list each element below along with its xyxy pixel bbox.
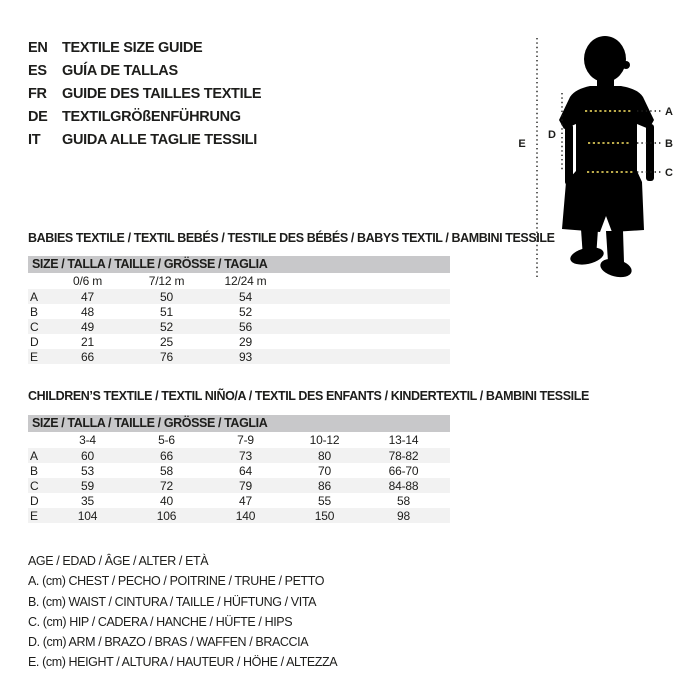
table-row-e	[28, 508, 450, 523]
language-code: EN	[28, 39, 48, 56]
language-code: IT	[28, 131, 41, 148]
language-code: ES	[28, 62, 47, 79]
table-cell: 55	[318, 493, 331, 508]
table-cell: 51	[160, 304, 173, 319]
table-cell: 58	[397, 493, 410, 508]
language-row-es	[28, 59, 261, 82]
figure-label-e: E	[518, 138, 526, 150]
table-cell: 104	[77, 508, 98, 523]
babies-column-header-row	[28, 273, 450, 289]
row-label: A	[30, 289, 38, 304]
measurement-legend	[28, 551, 337, 673]
table-cell: 86	[318, 478, 331, 493]
table-cell: 79	[239, 478, 252, 493]
row-label: C	[30, 319, 39, 334]
table-cell: 66	[81, 349, 94, 364]
row-label: A	[30, 448, 38, 463]
language-row-de	[28, 105, 261, 128]
figure-label-a: A	[665, 106, 673, 118]
row-label: E	[30, 349, 38, 364]
babies-size-table	[28, 256, 450, 364]
table-cell: 73	[239, 448, 252, 463]
row-label: B	[30, 463, 38, 478]
row-label: E	[30, 508, 38, 523]
children-table-header-bar: SIZE / TALLA / TAILLE / GRÖSSE / TAGLIA	[28, 415, 450, 432]
table-row-c	[28, 319, 450, 334]
language-title: TEXTILGRÖßENFÜHRUNG	[62, 108, 241, 125]
table-cell: 60	[81, 448, 94, 463]
table-cell: 35	[81, 493, 94, 508]
table-cell: 48	[81, 304, 94, 319]
children-size-table	[28, 415, 450, 523]
table-cell: 78-82	[388, 448, 419, 463]
table-cell: 72	[160, 478, 173, 493]
table-row-b	[28, 463, 450, 478]
row-label: D	[30, 334, 39, 349]
table-cell: 56	[239, 319, 252, 334]
table-cell: 53	[81, 463, 94, 478]
legend-height: E. (cm) HEIGHT / ALTURA / HAUTEUR / HÖHE / ALTEZZA	[28, 655, 338, 670]
column-header: 7-9	[237, 433, 254, 447]
language-title: GUIDA ALLE TAGLIE TESSILI	[62, 131, 257, 148]
legend-waist: B. (cm) WAIST / CINTURA / TAILLE / HÜFTUNG / VITA	[28, 594, 317, 609]
column-header: 3-4	[79, 433, 96, 447]
language-title: GUÍA DE TALLAS	[62, 62, 178, 79]
legend-hip: C. (cm) HIP / CADERA / HANCHE / HÜFTE / HIPS	[28, 614, 293, 629]
language-row-fr	[28, 82, 261, 105]
column-header: 7/12 m	[148, 274, 185, 288]
column-header: 0/6 m	[72, 274, 102, 288]
language-row-en	[28, 36, 261, 59]
table-cell: 40	[160, 493, 173, 508]
table-cell: 106	[156, 508, 177, 523]
table-cell: 59	[81, 478, 94, 493]
table-row-d	[28, 334, 450, 349]
table-cell: 49	[81, 319, 94, 334]
table-cell: 54	[239, 289, 252, 304]
row-label: B	[30, 304, 38, 319]
table-cell: 58	[160, 463, 173, 478]
table-cell: 70	[318, 463, 331, 478]
column-header: 10-12	[309, 433, 340, 447]
babies-section-title: BABIES TEXTILE / TEXTIL BEBÉS / TESTILE DES BÉBÉS / BABYS TEXTIL / BAMBINI TESSILE	[28, 231, 555, 245]
column-header: 13-14	[388, 433, 419, 447]
table-cell: 66	[160, 448, 173, 463]
figure-label-d: D	[548, 129, 556, 141]
table-row-c	[28, 478, 450, 493]
language-code: DE	[28, 108, 48, 125]
children-column-header-row	[28, 432, 450, 448]
table-cell: 80	[318, 448, 331, 463]
table-cell: 47	[239, 493, 252, 508]
legend-chest: A. (cm) CHEST / PECHO / POITRINE / TRUHE / PETTO	[28, 574, 325, 589]
row-label: C	[30, 478, 39, 493]
column-header: 12/24 m	[224, 274, 267, 288]
legend-arm: D. (cm) ARM / BRAZO / BRAS / WAFFEN / BRACCIA	[28, 635, 309, 650]
table-cell: 64	[239, 463, 252, 478]
table-row-e	[28, 349, 450, 364]
row-label: D	[30, 493, 39, 508]
language-title: GUIDE DES TAILLES TEXTILE	[62, 85, 262, 102]
legend-age: AGE / EDAD / ÂGE / ALTER / ETÀ	[28, 554, 209, 568]
figure-label-c: C	[665, 167, 673, 179]
language-row-it	[28, 128, 261, 151]
table-cell: 150	[314, 508, 335, 523]
table-cell: 84-88	[388, 478, 419, 493]
children-section-title: CHILDREN’S TEXTILE / TEXTIL NIÑO/A / TEXTIL DES ENFANTS / KINDERTEXTIL / BAMBINI TESSILE	[28, 389, 589, 403]
language-code: FR	[28, 85, 47, 102]
child-silhouette-figure	[500, 25, 690, 290]
table-row-a	[28, 289, 450, 304]
table-cell: 47	[81, 289, 94, 304]
table-cell: 50	[160, 289, 173, 304]
table-cell: 66-70	[388, 463, 419, 478]
figure-label-b: B	[665, 138, 673, 150]
language-title: TEXTILE SIZE GUIDE	[62, 39, 203, 56]
babies-table-header-bar: SIZE / TALLA / TAILLE / GRÖSSE / TAGLIA	[28, 256, 450, 273]
table-row-b	[28, 304, 450, 319]
table-cell: 21	[81, 334, 94, 349]
table-cell: 76	[160, 349, 173, 364]
boy-silhouette	[559, 36, 654, 280]
table-row-d	[28, 493, 450, 508]
table-cell: 93	[239, 349, 252, 364]
table-cell: 29	[239, 334, 252, 349]
language-list	[28, 36, 261, 151]
column-header: 5-6	[158, 433, 175, 447]
table-cell: 25	[160, 334, 173, 349]
table-row-a	[28, 448, 450, 463]
table-cell: 140	[235, 508, 256, 523]
table-cell: 52	[239, 304, 252, 319]
table-cell: 98	[397, 508, 410, 523]
table-cell: 52	[160, 319, 173, 334]
